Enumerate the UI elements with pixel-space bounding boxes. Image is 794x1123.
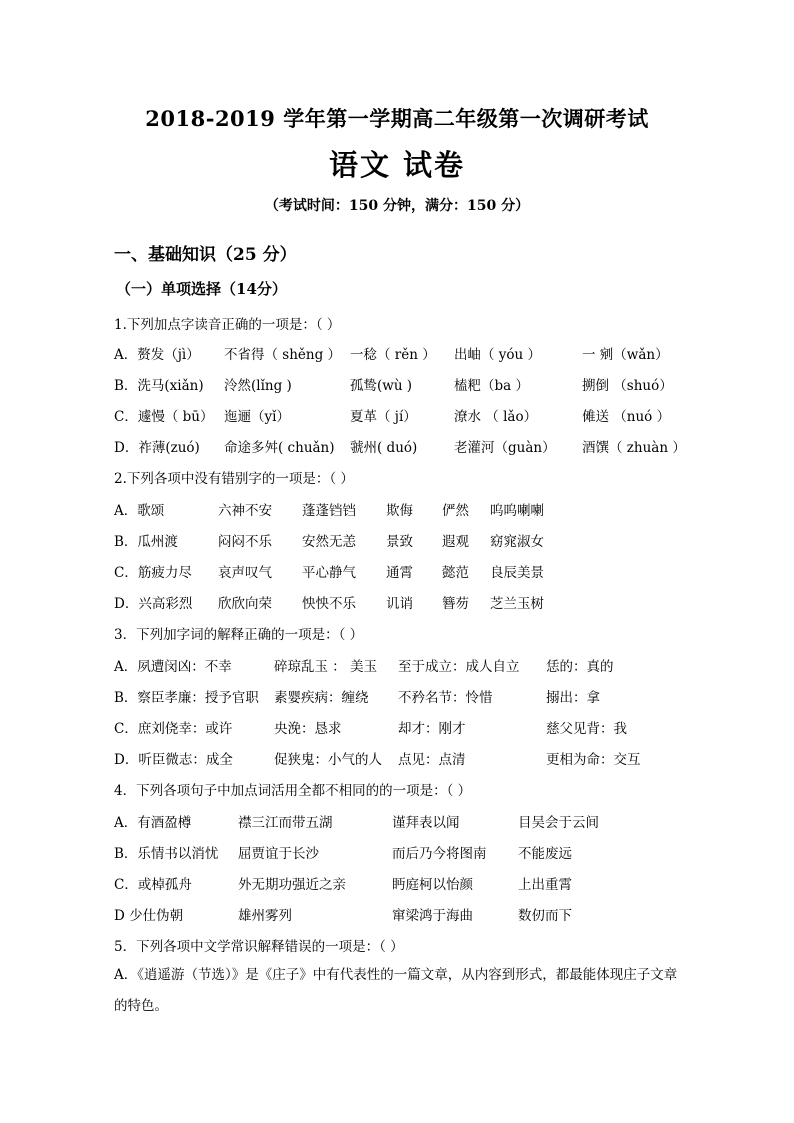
- option-cell: 讥诮: [386, 596, 413, 612]
- option-cell: 不能废远: [518, 846, 572, 862]
- option-cell: 眄庭柯以怡颜: [392, 877, 473, 893]
- option-cell: B．洗马(xiǎn): [114, 378, 204, 394]
- option-cell: 点见：点清: [398, 752, 466, 768]
- option-cell: 命途多舛( chuǎn): [224, 440, 335, 456]
- option-cell: 哀声叹气: [218, 565, 272, 581]
- option-cell: 不矜名节：怜惜: [398, 690, 493, 706]
- option-cell: A．有酒盈樽: [114, 815, 192, 831]
- option-cell: 恁的：真的: [546, 659, 614, 675]
- option-cell: 通霄: [386, 565, 413, 581]
- option-cell: 素婴疾病：缠绕: [274, 690, 369, 706]
- option-cell: 潦水 （ lǎo）: [454, 409, 538, 425]
- option-cell: 榼粑（ba ）: [454, 378, 529, 394]
- option-cell: 目吴会于云间: [518, 815, 599, 831]
- option-cell: A．歌颂: [114, 503, 165, 519]
- option-cell: 慈父见背：我: [546, 721, 627, 737]
- option-cell: 呜呜喇喇: [490, 503, 544, 519]
- option-cell: B．乐情书以消忧: [114, 846, 219, 862]
- option-cell: 良辰美景: [490, 565, 544, 581]
- option-cell: D．听臣微志：成全: [114, 752, 233, 768]
- option-cell: 至于成立：成人自立: [398, 659, 520, 675]
- option-cell: 迤逦（yǐ）: [224, 409, 290, 425]
- option-cell: 泠然(lǐng ): [224, 378, 292, 394]
- question-5-stem: 5．下列各项中文学常识解释错误的一项是：（ ）: [114, 939, 404, 955]
- option-cell: 遐观: [442, 534, 469, 550]
- exam-info: （考试时间：150 分钟，满分：150 分）: [264, 198, 530, 214]
- option-cell: 窜梁鸿于海曲: [392, 908, 473, 924]
- option-cell: D 少仕伪朝: [114, 908, 184, 924]
- option-cell: 数仞而下: [518, 908, 572, 924]
- option-cell: 雄州雾列: [238, 908, 292, 924]
- option-cell: 俨然: [442, 503, 469, 519]
- option-cell: D．祚薄(zuó): [114, 440, 200, 456]
- section-heading-single-choice: （一）单项选择（14分）: [116, 280, 287, 298]
- option-cell: 安然无恙: [302, 534, 356, 550]
- question-3-stem: 3．下列加字词的解释正确的一项是：（ ）: [114, 627, 364, 643]
- option-cell: A．夙遭闵凶：不幸: [114, 659, 232, 675]
- option-cell: 欺侮: [386, 503, 413, 519]
- option-cell: 芝兰玉树: [490, 596, 544, 612]
- option-cell: B．瓜州渡: [114, 534, 178, 550]
- option-cell: 欣欣向荣: [218, 596, 272, 612]
- option-cell: D．兴高彩烈: [114, 596, 193, 612]
- option-cell: 窈窕淑女: [490, 534, 544, 550]
- option-cell: 却才：刚才: [398, 721, 466, 737]
- option-cell: C．或棹孤舟: [114, 877, 192, 893]
- option-cell: 一稔（ rěn ）: [350, 347, 436, 363]
- option-cell: 酒馔（ zhuàn ）: [582, 440, 686, 456]
- option-cell: 襟三江而带五湖: [238, 815, 333, 831]
- option-cell: 簪芴: [442, 596, 469, 612]
- option-cell: 闷闷不乐: [218, 534, 272, 550]
- option-cell: 怏怏不乐: [302, 596, 356, 612]
- option-cell: 六神不安: [218, 503, 272, 519]
- option-cell: C．庶刘侥幸：或许: [114, 721, 233, 737]
- section-heading-basics: 一、基础知识（25 分）: [114, 245, 297, 265]
- question-4-stem: 4．下列各项句子中加点词活用全都不相同的的一项是：（ ）: [114, 783, 472, 799]
- option-cell: 懿范: [442, 565, 469, 581]
- option-cell: 出岫（ yóu ）: [454, 347, 542, 363]
- option-cell: 蓬蓬铛铛: [302, 503, 356, 519]
- option-cell: 一 剜（wǎn）: [582, 347, 669, 363]
- option-cell: 不省得（ shěng ）: [224, 347, 342, 363]
- option-cell: 外无期功强近之亲: [238, 877, 346, 893]
- option-cell: 屈贾谊于长沙: [238, 846, 319, 862]
- option-cell: 虢州( duó): [350, 440, 418, 456]
- option-cell: 傩送 （nuó ）: [582, 409, 671, 425]
- option-cell: 谨拜表以闻: [392, 815, 460, 831]
- question-5-option-a: A．《逍遥游（节选）》是《庄子》中有代表性的一篇文章，从内容到形式，都最能体现庄子文章的特色。: [114, 967, 678, 1014]
- option-cell: 更相为命：交互: [546, 752, 641, 768]
- option-cell: 老灌河（guàn）: [454, 440, 556, 456]
- option-cell: 孤鸷(wù ): [350, 378, 413, 394]
- option-cell: 平心静气: [302, 565, 356, 581]
- option-cell: 促狭鬼：小气的人: [274, 752, 382, 768]
- question-1-stem: 1.下列加点字读音正确的一项是：（ ）: [114, 317, 341, 333]
- option-cell: C．筋疲力尽: [114, 565, 192, 581]
- option-cell: 搦出：拿: [546, 690, 600, 706]
- option-cell: C．遽慢（ bū）: [114, 409, 214, 425]
- option-cell: 上出重霄: [518, 877, 572, 893]
- option-cell: 而后乃今将图南: [392, 846, 487, 862]
- option-cell: 央浼：恳求: [274, 721, 342, 737]
- exam-title: 2018-2019 学年第一学期高二年级第一次调研考试: [145, 106, 649, 131]
- option-cell: 夏革（ jí）: [350, 409, 417, 425]
- option-cell: 碎琼乱玉 ： 美玉: [274, 659, 378, 675]
- option-cell: 景致: [386, 534, 413, 550]
- option-cell: 搠倒 （shuó）: [582, 378, 673, 394]
- option-cell: A．赘发（jì）: [114, 347, 200, 363]
- exam-subtitle: 语文 试卷: [328, 148, 466, 182]
- option-cell: B．察臣孝廉：授予官职: [114, 690, 259, 706]
- question-2-stem: 2.下列各项中没有错别字的一项是：（ ）: [114, 471, 354, 487]
